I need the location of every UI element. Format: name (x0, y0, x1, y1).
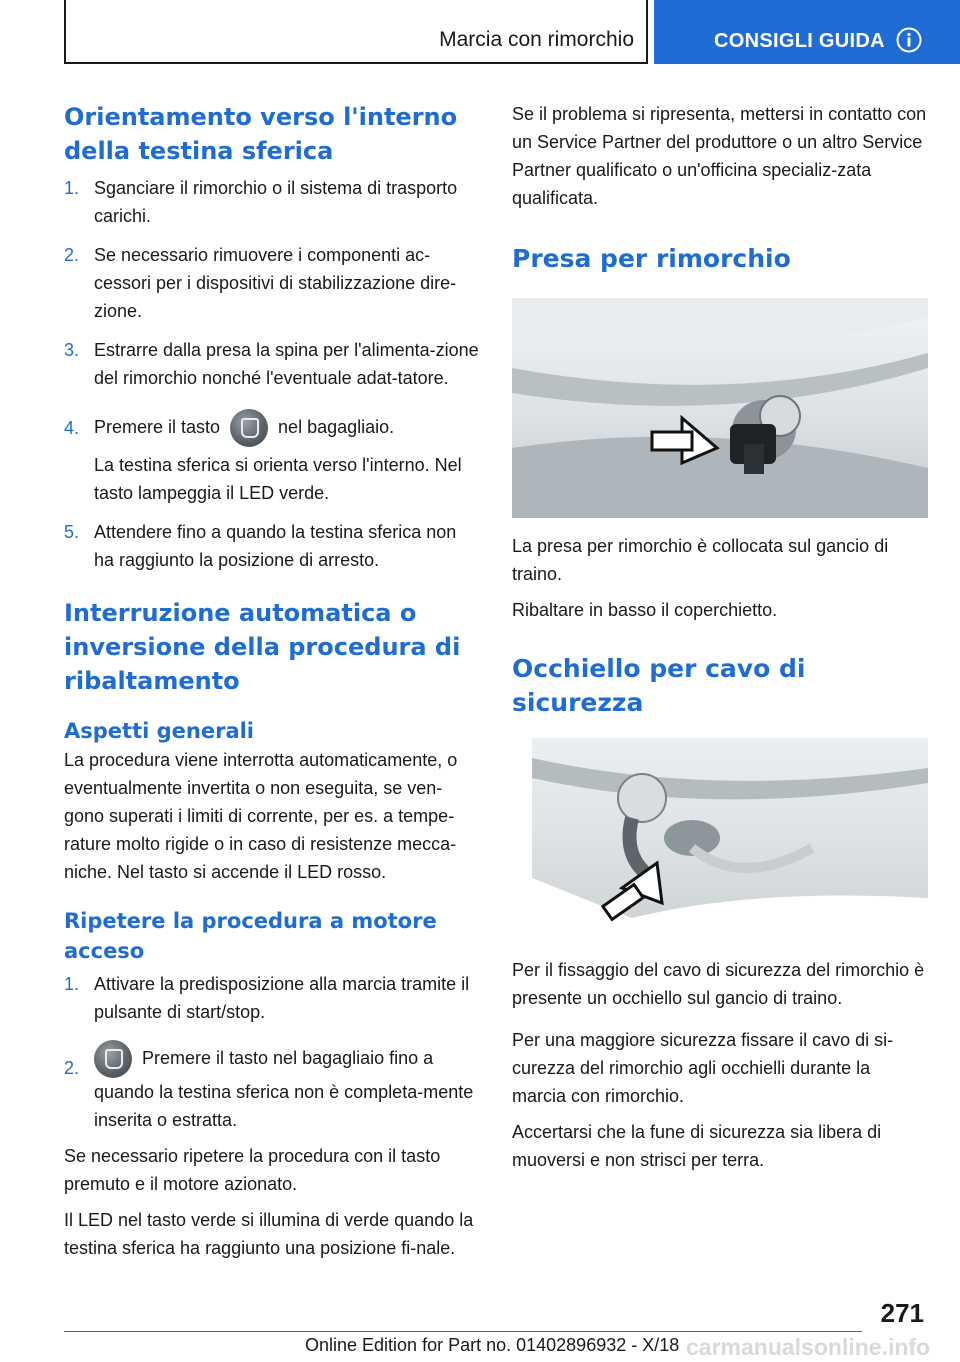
info-icon (896, 27, 922, 53)
steps-repeat (64, 970, 480, 1134)
footer-edition: Online Edition for Part no. 01402896932 - X/18 (305, 1335, 680, 1355)
list-item: 4. Premere il tasto nel bagagliaio. La testina sferica si orienta verso l'interno. Nel tasto lampeggia il LED verde. (64, 408, 480, 507)
heading-general: Aspetti generali (64, 719, 255, 744)
list-item: 3. Estrarre dalla presa la spina per l'alimenta-zione del rimorchio nonché l'eventuale adat-tatore. (64, 340, 479, 388)
watermark: carmanualsonline.info (686, 1334, 931, 1360)
paragraph-eyelet-3: Accertarsi che la fune di sicurezza sia libera di muoversi e non strisci per terra. (512, 1122, 882, 1170)
safety-eyelet-photo (512, 738, 928, 928)
list-item: 2. Premere il tasto nel bagagliaio fino a quando la testina sferica non è completa-mente inserita o estratta. (64, 1040, 480, 1134)
paragraph-service: Se il problema si ripresenta, mettersi in contatto con un Service Partner del produttore o un altro Service Partner qualificato o un'officina specializ-zata qualificata. (512, 104, 927, 208)
right-column (512, 100, 928, 1174)
heading-eyelet: Occhiello per cavo di sicurezza (512, 654, 806, 717)
header-chapter-title: CONSIGLI GUIDA (714, 30, 885, 52)
page-number: 271 (880, 1298, 924, 1328)
paragraph-repeat-1: Se necessario ripetere la procedura con il tasto premuto e il motore azionato. (64, 1146, 441, 1195)
trailer-socket-photo (512, 298, 928, 518)
paragraph-general: La procedura viene interrotta automaticamente, o eventualmente invertita o non eseguita, se ven-gono superati i limiti di corrente, per es. a tempe-rature molto rigide o in caso di resistenze mecca-niche. Nel tasto si accende il LED rosso. (64, 750, 458, 883)
heading-repeat: Ripetere la procedura a motore acceso (64, 909, 437, 964)
paragraph-eyelet-1: Per il fissaggio del cavo di sicurezza del rimorchio è presente un occhiello sul gancio di traino. (512, 960, 925, 1008)
left-column (64, 100, 480, 1262)
steps-orientation (64, 174, 480, 574)
header-section-tab (64, 0, 648, 64)
heading-orientation: Orientamento verso l'interno della testina sferica (64, 103, 458, 165)
heading-interruption: Interruzione automatica o inversione della procedura di ribaltamento (64, 599, 461, 696)
paragraph-socket-1: La presa per rimorchio è collocata sul gancio di traino. (512, 536, 889, 584)
header-section-title: Marcia con rimorchio (439, 28, 634, 51)
paragraph-eyelet-2: Per una maggiore sicurezza fissare il cavo di si-curezza del rimorchio agli occhielli durante la marcia con rimorchio. (512, 1030, 894, 1106)
footer-divider (64, 1331, 862, 1332)
paragraph-socket-2: Ribaltare in basso il coperchietto. (512, 600, 778, 620)
trunk-button-icon (230, 409, 268, 447)
heading-socket: Presa per rimorchio (512, 244, 791, 273)
list-item: 1. Sganciare il rimorchio o il sistema di trasporto carichi. (64, 178, 458, 226)
list-item: 5. Attendere fino a quando la testina sferica non ha raggiunto la posizione di arresto. (64, 522, 457, 571)
list-item: 1. Attivare la predisposizione alla marcia tramite il pulsante di start/stop. (64, 974, 470, 1023)
trunk-button-icon (94, 1040, 132, 1078)
header-chapter-tab (654, 0, 960, 64)
paragraph-repeat-2: Il LED nel tasto verde si illumina di verde quando la testina sferica ha raggiunto una posizione fi-nale. (64, 1210, 474, 1259)
list-item: 2. Se necessario rimuovere i componenti ac-cessori per i dispositivi di stabilizzazione dire-zione. (64, 245, 457, 321)
